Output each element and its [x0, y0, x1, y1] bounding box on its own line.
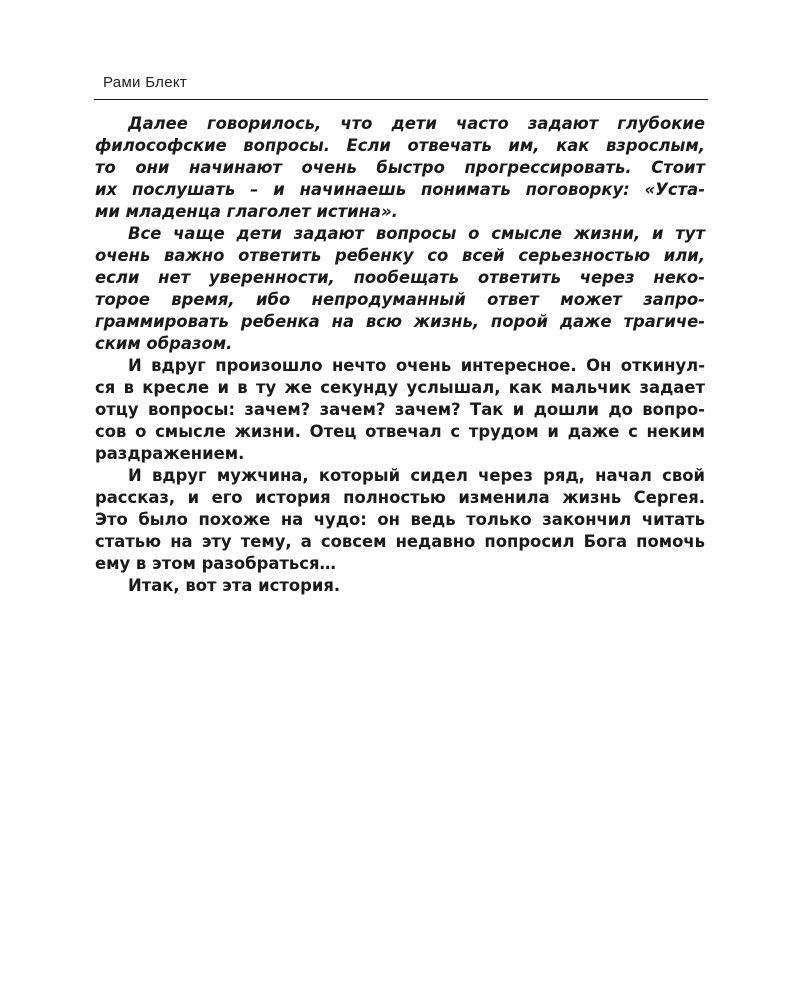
text-line: сов о смысле жизни. Отец отвечал с трудом и даже с неким	[95, 422, 705, 441]
text-line: ся в кресле и в ту же секунду услышал, как мальчик задает	[95, 378, 705, 397]
text-line: статью на эту тему, а совсем недавно попросил Бога помочь	[95, 532, 705, 551]
text-line: И вдруг произошло нечто очень интересное. Он откинул-	[128, 356, 705, 375]
text-line: торое время, ибо непродуманный ответ может запро-	[95, 290, 705, 309]
text-line: то они начинают очень быстро прогрессировать. Стоит	[95, 158, 705, 177]
running-head-author: Рами Блект	[103, 74, 188, 91]
text-line: если нет уверенности, пообещать ответить через неко-	[95, 268, 705, 287]
text-line: граммировать ребенка на всю жизнь, порой даже трагиче-	[95, 312, 705, 331]
text-line: ми младенца глаголет истина».	[95, 202, 398, 221]
text-line: отцу вопросы: зачем? зачем? зачем? Так и дошли до вопро-	[95, 400, 705, 419]
body-text	[95, 113, 705, 597]
paragraph-4	[95, 465, 705, 575]
header-rule	[94, 99, 708, 100]
text-line: Далее говорилось, что дети часто задают глубокие	[128, 114, 705, 133]
text-line: ским образом.	[95, 334, 233, 353]
text-line: ему в этом разобраться…	[95, 554, 336, 573]
text-line: раздражением.	[95, 444, 245, 463]
text-line: И вдруг мужчина, который сидел через ряд, начал свой	[128, 466, 705, 485]
text-line: Все чаще дети задают вопросы о смысле жизни, и тут	[128, 224, 705, 243]
text-line: очень важно ответить ребенку со всей серьезностью или,	[95, 246, 705, 265]
text-line: рассказ, и его история полностью изменила жизнь Сергея.	[95, 488, 705, 507]
text-line: Итак, вот эта история.	[128, 576, 341, 595]
paragraph-3	[95, 355, 705, 465]
text-line: Это было похоже на чудо: он ведь только закончил читать	[95, 510, 705, 529]
paragraph-1	[95, 113, 705, 223]
text-line: их послушать – и начинаешь понимать поговорку: «Уста-	[95, 180, 705, 199]
paragraph-5	[95, 575, 705, 597]
text-line: философские вопросы. Если отвечать им, как взрослым,	[95, 136, 705, 155]
paragraph-2	[95, 223, 705, 355]
